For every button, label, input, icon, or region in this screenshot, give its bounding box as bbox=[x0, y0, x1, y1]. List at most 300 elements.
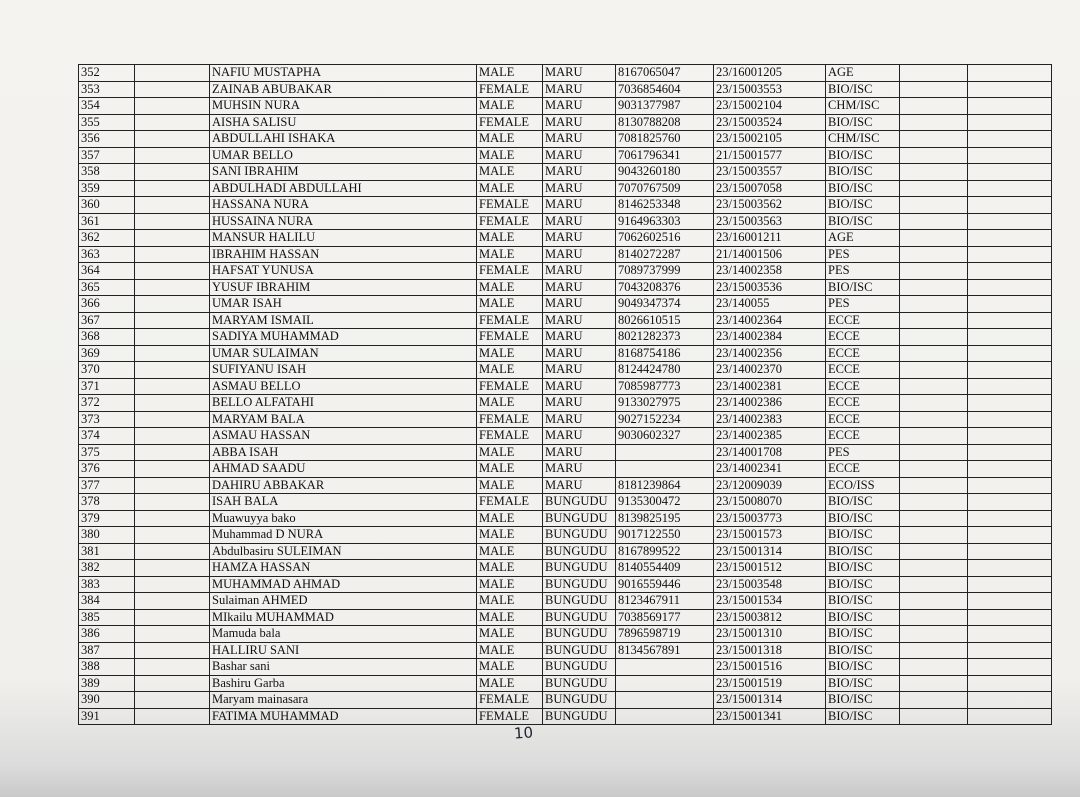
cell-phone-number: 9049347374 bbox=[616, 296, 714, 313]
cell-serial-number: 388 bbox=[79, 659, 135, 676]
cell-gender: MALE bbox=[477, 543, 543, 560]
cell-serial-number: 387 bbox=[79, 642, 135, 659]
cell-lga: MARU bbox=[543, 296, 616, 313]
cell-serial-number: 374 bbox=[79, 428, 135, 445]
cell-blank bbox=[135, 444, 210, 461]
cell-student-name: SUFIYANU ISAH bbox=[210, 362, 477, 379]
cell-extra-1 bbox=[900, 213, 968, 230]
cell-phone-number: 9133027975 bbox=[616, 395, 714, 412]
cell-extra-2 bbox=[968, 593, 1052, 610]
cell-lga: MARU bbox=[543, 329, 616, 346]
table-row bbox=[79, 362, 1052, 379]
cell-reg-number: 23/14001708 bbox=[714, 444, 826, 461]
cell-serial-number: 358 bbox=[79, 164, 135, 181]
cell-reg-number: 23/15001310 bbox=[714, 626, 826, 643]
cell-course: BIO/ISC bbox=[826, 213, 900, 230]
cell-extra-2 bbox=[968, 543, 1052, 560]
cell-phone-number: 9031377987 bbox=[616, 98, 714, 115]
cell-extra-2 bbox=[968, 692, 1052, 709]
cell-blank bbox=[135, 362, 210, 379]
table-row bbox=[79, 213, 1052, 230]
cell-reg-number: 23/15003562 bbox=[714, 197, 826, 214]
cell-extra-2 bbox=[968, 98, 1052, 115]
cell-serial-number: 364 bbox=[79, 263, 135, 280]
cell-course: ECCE bbox=[826, 411, 900, 428]
cell-gender: MALE bbox=[477, 527, 543, 544]
cell-blank bbox=[135, 98, 210, 115]
cell-lga: MARU bbox=[543, 378, 616, 395]
cell-extra-1 bbox=[900, 411, 968, 428]
cell-extra-2 bbox=[968, 626, 1052, 643]
cell-lga: MARU bbox=[543, 428, 616, 445]
cell-blank bbox=[135, 65, 210, 82]
cell-extra-2 bbox=[968, 147, 1052, 164]
student-roster-table bbox=[78, 64, 1052, 725]
cell-lga: MARU bbox=[543, 395, 616, 412]
cell-extra-2 bbox=[968, 395, 1052, 412]
cell-phone-number: 8134567891 bbox=[616, 642, 714, 659]
cell-serial-number: 382 bbox=[79, 560, 135, 577]
cell-student-name: MUHAMMAD AHMAD bbox=[210, 576, 477, 593]
cell-gender: MALE bbox=[477, 560, 543, 577]
cell-phone-number: 8146253348 bbox=[616, 197, 714, 214]
cell-phone-number: 7081825760 bbox=[616, 131, 714, 148]
cell-reg-number: 23/14002384 bbox=[714, 329, 826, 346]
cell-lga: MARU bbox=[543, 230, 616, 247]
cell-course: BIO/ISC bbox=[826, 692, 900, 709]
cell-extra-1 bbox=[900, 395, 968, 412]
cell-extra-2 bbox=[968, 345, 1052, 362]
cell-blank bbox=[135, 692, 210, 709]
cell-blank bbox=[135, 543, 210, 560]
cell-phone-number bbox=[616, 675, 714, 692]
cell-student-name: ABDULLAHI ISHAKA bbox=[210, 131, 477, 148]
cell-reg-number: 23/14002341 bbox=[714, 461, 826, 478]
cell-reg-number: 23/15008070 bbox=[714, 494, 826, 511]
cell-lga: MARU bbox=[543, 81, 616, 98]
cell-serial-number: 370 bbox=[79, 362, 135, 379]
cell-blank bbox=[135, 527, 210, 544]
cell-extra-2 bbox=[968, 527, 1052, 544]
cell-serial-number: 355 bbox=[79, 114, 135, 131]
cell-reg-number: 23/15003812 bbox=[714, 609, 826, 626]
cell-student-name: FATIMA MUHAMMAD bbox=[210, 708, 477, 725]
cell-extra-1 bbox=[900, 81, 968, 98]
cell-phone-number: 8181239864 bbox=[616, 477, 714, 494]
cell-phone-number: 8168754186 bbox=[616, 345, 714, 362]
cell-lga: BUNGUDU bbox=[543, 593, 616, 610]
cell-extra-2 bbox=[968, 411, 1052, 428]
cell-serial-number: 379 bbox=[79, 510, 135, 527]
cell-serial-number: 377 bbox=[79, 477, 135, 494]
cell-gender: FEMALE bbox=[477, 81, 543, 98]
cell-reg-number: 23/15003553 bbox=[714, 81, 826, 98]
cell-serial-number: 352 bbox=[79, 65, 135, 82]
cell-course: BIO/ISC bbox=[826, 147, 900, 164]
cell-blank bbox=[135, 626, 210, 643]
cell-reg-number: 23/15001512 bbox=[714, 560, 826, 577]
table-row bbox=[79, 494, 1052, 511]
cell-lga: BUNGUDU bbox=[543, 527, 616, 544]
cell-course: BIO/ISC bbox=[826, 659, 900, 676]
cell-reg-number: 23/14002385 bbox=[714, 428, 826, 445]
cell-course: ECCE bbox=[826, 428, 900, 445]
cell-lga: BUNGUDU bbox=[543, 626, 616, 643]
cell-student-name: Bashar sani bbox=[210, 659, 477, 676]
cell-student-name: ASMAU BELLO bbox=[210, 378, 477, 395]
cell-lga: MARU bbox=[543, 131, 616, 148]
cell-phone-number: 9135300472 bbox=[616, 494, 714, 511]
cell-phone-number: 7038569177 bbox=[616, 609, 714, 626]
cell-blank bbox=[135, 593, 210, 610]
cell-reg-number: 23/15003548 bbox=[714, 576, 826, 593]
cell-lga: MARU bbox=[543, 279, 616, 296]
cell-student-name: SADIYA MUHAMMAD bbox=[210, 329, 477, 346]
cell-student-name: IBRAHIM HASSAN bbox=[210, 246, 477, 263]
cell-reg-number: 23/15001314 bbox=[714, 543, 826, 560]
cell-course: BIO/ISC bbox=[826, 279, 900, 296]
cell-extra-2 bbox=[968, 213, 1052, 230]
cell-lga: MARU bbox=[543, 114, 616, 131]
cell-phone-number: 8140554409 bbox=[616, 560, 714, 577]
table-row bbox=[79, 626, 1052, 643]
cell-lga: MARU bbox=[543, 362, 616, 379]
cell-reg-number: 23/15001516 bbox=[714, 659, 826, 676]
cell-extra-2 bbox=[968, 246, 1052, 263]
cell-extra-2 bbox=[968, 675, 1052, 692]
cell-reg-number: 23/15001341 bbox=[714, 708, 826, 725]
cell-phone-number: 7061796341 bbox=[616, 147, 714, 164]
table-row bbox=[79, 263, 1052, 280]
cell-blank bbox=[135, 114, 210, 131]
cell-lga: MARU bbox=[543, 147, 616, 164]
cell-phone-number: 9043260180 bbox=[616, 164, 714, 181]
cell-gender: MALE bbox=[477, 98, 543, 115]
cell-gender: FEMALE bbox=[477, 329, 543, 346]
cell-gender: FEMALE bbox=[477, 114, 543, 131]
cell-extra-2 bbox=[968, 477, 1052, 494]
cell-student-name: UMAR SULAIMAN bbox=[210, 345, 477, 362]
cell-lga: MARU bbox=[543, 477, 616, 494]
table-row bbox=[79, 692, 1052, 709]
cell-serial-number: 361 bbox=[79, 213, 135, 230]
cell-extra-1 bbox=[900, 114, 968, 131]
cell-extra-1 bbox=[900, 543, 968, 560]
cell-extra-1 bbox=[900, 296, 968, 313]
cell-student-name: Bashiru Garba bbox=[210, 675, 477, 692]
cell-gender: MALE bbox=[477, 296, 543, 313]
cell-reg-number: 23/15001318 bbox=[714, 642, 826, 659]
cell-extra-2 bbox=[968, 444, 1052, 461]
cell-extra-1 bbox=[900, 444, 968, 461]
cell-blank bbox=[135, 296, 210, 313]
cell-extra-1 bbox=[900, 230, 968, 247]
cell-serial-number: 375 bbox=[79, 444, 135, 461]
cell-extra-1 bbox=[900, 428, 968, 445]
cell-lga: BUNGUDU bbox=[543, 576, 616, 593]
cell-reg-number: 23/14002358 bbox=[714, 263, 826, 280]
cell-blank bbox=[135, 411, 210, 428]
cell-extra-1 bbox=[900, 642, 968, 659]
cell-course: AGE bbox=[826, 230, 900, 247]
cell-reg-number: 21/14001506 bbox=[714, 246, 826, 263]
cell-blank bbox=[135, 279, 210, 296]
cell-phone-number bbox=[616, 692, 714, 709]
cell-phone-number: 7085987773 bbox=[616, 378, 714, 395]
cell-extra-2 bbox=[968, 362, 1052, 379]
cell-phone-number: 8026610515 bbox=[616, 312, 714, 329]
cell-course: CHM/ISC bbox=[826, 98, 900, 115]
cell-serial-number: 373 bbox=[79, 411, 135, 428]
cell-course: BIO/ISC bbox=[826, 494, 900, 511]
cell-serial-number: 368 bbox=[79, 329, 135, 346]
cell-blank bbox=[135, 560, 210, 577]
cell-student-name: BELLO ALFATAHI bbox=[210, 395, 477, 412]
cell-gender: FEMALE bbox=[477, 411, 543, 428]
cell-extra-1 bbox=[900, 527, 968, 544]
cell-phone-number: 8140272287 bbox=[616, 246, 714, 263]
cell-lga: BUNGUDU bbox=[543, 510, 616, 527]
cell-reg-number: 23/15007058 bbox=[714, 180, 826, 197]
cell-extra-1 bbox=[900, 329, 968, 346]
cell-serial-number: 369 bbox=[79, 345, 135, 362]
cell-student-name: SANI IBRAHIM bbox=[210, 164, 477, 181]
cell-extra-1 bbox=[900, 98, 968, 115]
cell-student-name: MANSUR HALILU bbox=[210, 230, 477, 247]
cell-gender: MALE bbox=[477, 642, 543, 659]
cell-student-name: ABDULHADI ABDULLAHI bbox=[210, 180, 477, 197]
cell-student-name: ABBA ISAH bbox=[210, 444, 477, 461]
cell-course: BIO/ISC bbox=[826, 642, 900, 659]
cell-serial-number: 366 bbox=[79, 296, 135, 313]
cell-phone-number: 7036854604 bbox=[616, 81, 714, 98]
cell-reg-number: 23/14002370 bbox=[714, 362, 826, 379]
cell-phone-number: 9027152234 bbox=[616, 411, 714, 428]
cell-gender: MALE bbox=[477, 609, 543, 626]
cell-student-name: ISAH BALA bbox=[210, 494, 477, 511]
cell-phone-number: 8124424780 bbox=[616, 362, 714, 379]
table-row bbox=[79, 576, 1052, 593]
cell-extra-1 bbox=[900, 609, 968, 626]
table-row bbox=[79, 708, 1052, 725]
cell-student-name: Abdulbasiru SULEIMAN bbox=[210, 543, 477, 560]
cell-blank bbox=[135, 461, 210, 478]
table-row bbox=[79, 543, 1052, 560]
cell-student-name: DAHIRU ABBAKAR bbox=[210, 477, 477, 494]
cell-student-name: YUSUF IBRAHIM bbox=[210, 279, 477, 296]
cell-reg-number: 23/15003557 bbox=[714, 164, 826, 181]
cell-serial-number: 380 bbox=[79, 527, 135, 544]
cell-phone-number: 8123467911 bbox=[616, 593, 714, 610]
cell-lga: MARU bbox=[543, 246, 616, 263]
cell-course: BIO/ISC bbox=[826, 675, 900, 692]
cell-extra-2 bbox=[968, 494, 1052, 511]
cell-extra-1 bbox=[900, 692, 968, 709]
table-row bbox=[79, 114, 1052, 131]
cell-blank bbox=[135, 659, 210, 676]
cell-blank bbox=[135, 329, 210, 346]
cell-extra-1 bbox=[900, 593, 968, 610]
table-row bbox=[79, 675, 1052, 692]
cell-blank bbox=[135, 246, 210, 263]
cell-gender: MALE bbox=[477, 444, 543, 461]
cell-extra-1 bbox=[900, 461, 968, 478]
cell-blank bbox=[135, 510, 210, 527]
cell-lga: MARU bbox=[543, 98, 616, 115]
cell-lga: MARU bbox=[543, 180, 616, 197]
cell-extra-2 bbox=[968, 65, 1052, 82]
cell-gender: MALE bbox=[477, 659, 543, 676]
cell-phone-number: 8130788208 bbox=[616, 114, 714, 131]
cell-phone-number: 8139825195 bbox=[616, 510, 714, 527]
cell-gender: MALE bbox=[477, 461, 543, 478]
table-row bbox=[79, 345, 1052, 362]
table-row bbox=[79, 510, 1052, 527]
cell-extra-2 bbox=[968, 114, 1052, 131]
cell-gender: MALE bbox=[477, 180, 543, 197]
cell-gender: MALE bbox=[477, 593, 543, 610]
cell-blank bbox=[135, 428, 210, 445]
cell-student-name: Sulaiman AHMED bbox=[210, 593, 477, 610]
cell-extra-2 bbox=[968, 230, 1052, 247]
cell-gender: FEMALE bbox=[477, 312, 543, 329]
cell-blank bbox=[135, 395, 210, 412]
cell-gender: FEMALE bbox=[477, 213, 543, 230]
cell-extra-1 bbox=[900, 708, 968, 725]
cell-reg-number: 23/15002105 bbox=[714, 131, 826, 148]
cell-student-name: AHMAD SAADU bbox=[210, 461, 477, 478]
cell-course: BIO/ISC bbox=[826, 576, 900, 593]
cell-serial-number: 365 bbox=[79, 279, 135, 296]
table-row bbox=[79, 312, 1052, 329]
cell-reg-number: 23/14002381 bbox=[714, 378, 826, 395]
cell-extra-1 bbox=[900, 312, 968, 329]
table-row bbox=[79, 246, 1052, 263]
cell-gender: FEMALE bbox=[477, 692, 543, 709]
cell-extra-1 bbox=[900, 560, 968, 577]
cell-reg-number: 23/15003773 bbox=[714, 510, 826, 527]
table-row bbox=[79, 395, 1052, 412]
cell-extra-1 bbox=[900, 197, 968, 214]
cell-student-name: Muawuyya bako bbox=[210, 510, 477, 527]
cell-extra-2 bbox=[968, 180, 1052, 197]
cell-blank bbox=[135, 675, 210, 692]
cell-lga: BUNGUDU bbox=[543, 609, 616, 626]
cell-extra-1 bbox=[900, 246, 968, 263]
cell-student-name: AISHA SALISU bbox=[210, 114, 477, 131]
cell-reg-number: 23/15001314 bbox=[714, 692, 826, 709]
cell-lga: MARU bbox=[543, 345, 616, 362]
cell-student-name: HAFSAT YUNUSA bbox=[210, 263, 477, 280]
cell-course: PES bbox=[826, 444, 900, 461]
cell-course: AGE bbox=[826, 65, 900, 82]
cell-phone-number: 9016559446 bbox=[616, 576, 714, 593]
cell-lga: BUNGUDU bbox=[543, 708, 616, 725]
cell-student-name: ZAINAB ABUBAKAR bbox=[210, 81, 477, 98]
cell-course: ECCE bbox=[826, 312, 900, 329]
cell-reg-number: 23/16001205 bbox=[714, 65, 826, 82]
cell-student-name: MIkailu MUHAMMAD bbox=[210, 609, 477, 626]
cell-blank bbox=[135, 708, 210, 725]
cell-blank bbox=[135, 263, 210, 280]
cell-serial-number: 385 bbox=[79, 609, 135, 626]
cell-blank bbox=[135, 147, 210, 164]
cell-course: BIO/ISC bbox=[826, 543, 900, 560]
cell-gender: MALE bbox=[477, 164, 543, 181]
cell-student-name: NAFIU MUSTAPHA bbox=[210, 65, 477, 82]
cell-blank bbox=[135, 131, 210, 148]
cell-serial-number: 386 bbox=[79, 626, 135, 643]
cell-gender: MALE bbox=[477, 395, 543, 412]
cell-course: BIO/ISC bbox=[826, 560, 900, 577]
cell-lga: BUNGUDU bbox=[543, 659, 616, 676]
cell-course: ECCE bbox=[826, 378, 900, 395]
cell-course: BIO/ISC bbox=[826, 197, 900, 214]
cell-gender: MALE bbox=[477, 576, 543, 593]
cell-student-name: Mamuda bala bbox=[210, 626, 477, 643]
cell-phone-number: 8167899522 bbox=[616, 543, 714, 560]
cell-blank bbox=[135, 213, 210, 230]
table-row bbox=[79, 230, 1052, 247]
cell-extra-1 bbox=[900, 576, 968, 593]
cell-student-name: MUHSIN NURA bbox=[210, 98, 477, 115]
cell-reg-number: 23/16001211 bbox=[714, 230, 826, 247]
cell-gender: MALE bbox=[477, 675, 543, 692]
cell-course: BIO/ISC bbox=[826, 81, 900, 98]
table-row bbox=[79, 131, 1052, 148]
cell-phone-number bbox=[616, 708, 714, 725]
cell-gender: MALE bbox=[477, 147, 543, 164]
cell-extra-1 bbox=[900, 362, 968, 379]
cell-reg-number: 23/14002386 bbox=[714, 395, 826, 412]
cell-lga: MARU bbox=[543, 444, 616, 461]
cell-student-name: UMAR ISAH bbox=[210, 296, 477, 313]
cell-extra-1 bbox=[900, 131, 968, 148]
cell-serial-number: 360 bbox=[79, 197, 135, 214]
cell-serial-number: 384 bbox=[79, 593, 135, 610]
cell-student-name: HUSSAINA NURA bbox=[210, 213, 477, 230]
cell-student-name: HALLIRU SANI bbox=[210, 642, 477, 659]
cell-reg-number: 23/12009039 bbox=[714, 477, 826, 494]
cell-course: ECO/ISS bbox=[826, 477, 900, 494]
cell-lga: BUNGUDU bbox=[543, 692, 616, 709]
cell-reg-number: 23/15003536 bbox=[714, 279, 826, 296]
cell-serial-number: 357 bbox=[79, 147, 135, 164]
cell-extra-2 bbox=[968, 164, 1052, 181]
table-row bbox=[79, 378, 1052, 395]
table-row bbox=[79, 279, 1052, 296]
cell-reg-number: 23/14002364 bbox=[714, 312, 826, 329]
cell-extra-1 bbox=[900, 675, 968, 692]
cell-phone-number: 7070767509 bbox=[616, 180, 714, 197]
page-number: 10 bbox=[513, 723, 534, 743]
cell-course: BIO/ISC bbox=[826, 510, 900, 527]
cell-phone-number: 7043208376 bbox=[616, 279, 714, 296]
cell-lga: BUNGUDU bbox=[543, 675, 616, 692]
cell-extra-2 bbox=[968, 312, 1052, 329]
table-row bbox=[79, 444, 1052, 461]
cell-phone-number: 8021282373 bbox=[616, 329, 714, 346]
cell-gender: MALE bbox=[477, 362, 543, 379]
table-row bbox=[79, 659, 1052, 676]
cell-blank bbox=[135, 180, 210, 197]
cell-extra-1 bbox=[900, 279, 968, 296]
cell-reg-number: 23/14002356 bbox=[714, 345, 826, 362]
cell-student-name: HASSANA NURA bbox=[210, 197, 477, 214]
cell-extra-1 bbox=[900, 477, 968, 494]
cell-extra-2 bbox=[968, 708, 1052, 725]
cell-extra-2 bbox=[968, 659, 1052, 676]
